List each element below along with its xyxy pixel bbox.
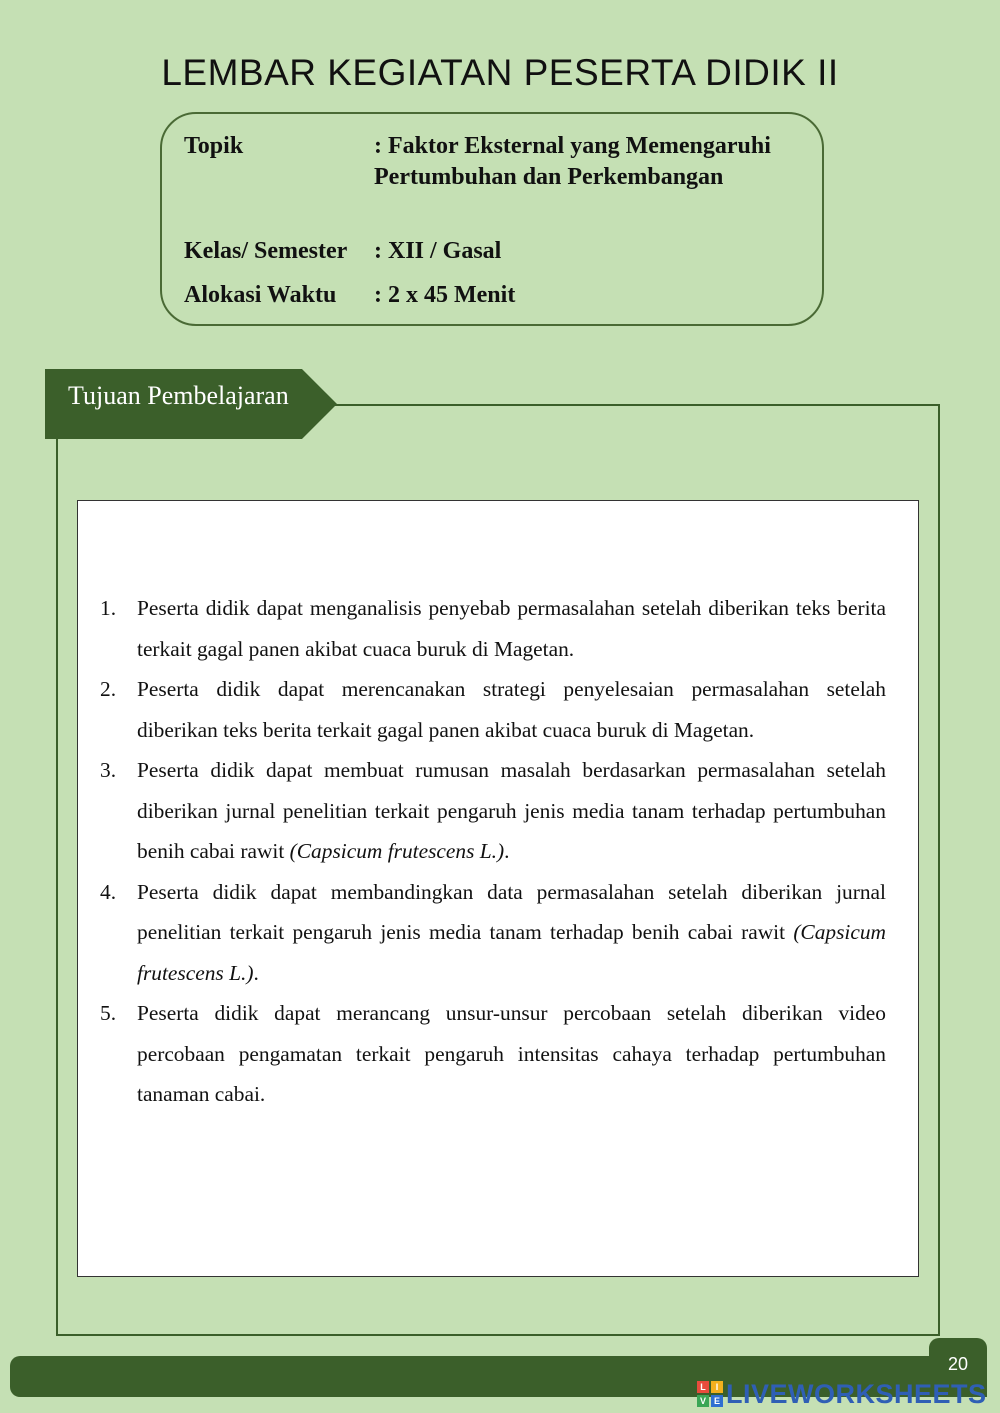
watermark-text: LIVEWORKSHEETS <box>726 1378 987 1409</box>
page-title: LEMBAR KEGIATAN PESERTA DIDIK II <box>161 52 839 93</box>
list-item-text: Peserta didik dapat merencanakan strategi penyelesaian permasalahan setelah diberikan teks berita terkait gagal panen akibat cuaca buruk di Magetan. <box>137 677 886 742</box>
species-name: (Capsicum frutescens L.) <box>137 920 886 985</box>
topik-value: : Faktor Eksternal yang Memengaruhi Pertumbuhan dan Perkembangan <box>374 133 771 190</box>
kelas-value: : XII / Gasal <box>374 238 502 264</box>
species-name: (Capsicum frutescens L.) <box>289 839 505 863</box>
objectives-list <box>100 588 886 1115</box>
list-item-number: 5. <box>100 1001 117 1025</box>
list-item-number: 2. <box>100 677 117 701</box>
list-item-period: . <box>504 839 510 863</box>
list-item <box>100 872 886 994</box>
alokasi-label: Alokasi Waktu <box>184 282 337 308</box>
list-item-number: 4. <box>100 879 117 904</box>
list-item-number: 1. <box>100 596 117 620</box>
topik-label: Topik <box>184 133 244 159</box>
list-item <box>100 993 886 1115</box>
liveworksheets-logo-icon: L I V E <box>697 1381 723 1407</box>
list-item-text: Peserta didik dapat merancang unsur-unsur percobaan setelah diberikan video percobaan pengamatan terkait pengaruh intensitas cahaya terhadap pertumbuhan tanaman cabai. <box>137 1001 886 1106</box>
list-item-text: Peserta didik dapat membandingkan data permasalahan setelah diberikan jurnal penelitian terkait pengaruh jenis media tanam terhadap benih cabai rawit <box>137 879 886 944</box>
list-item <box>100 588 886 669</box>
list-item-number: 3. <box>100 758 117 782</box>
list-item-period: . <box>253 960 259 985</box>
list-item-text: Peserta didik dapat menganalisis penyebab permasalahan setelah diberikan teks berita terkait gagal panen akibat cuaca buruk di Magetan. <box>137 596 886 661</box>
alokasi-value: : 2 x 45 Menit <box>374 282 516 308</box>
list-item-text: Peserta didik dapat membuat rumusan masalah berdasarkan permasalahan setelah diberikan jurnal penelitian terkait pengaruh jenis media tanam terhadap pertumbuhan benih cabai rawit <box>137 758 886 863</box>
list-item <box>100 750 886 872</box>
page-number: 20 <box>947 1354 969 1374</box>
liveworksheets-watermark[interactable] <box>697 1379 987 1409</box>
topic-info-box <box>160 112 824 326</box>
kelas-label: Kelas/ Semester <box>184 238 348 264</box>
section-banner-title: Tujuan Pembelajaran <box>68 381 289 410</box>
list-item <box>100 669 886 750</box>
